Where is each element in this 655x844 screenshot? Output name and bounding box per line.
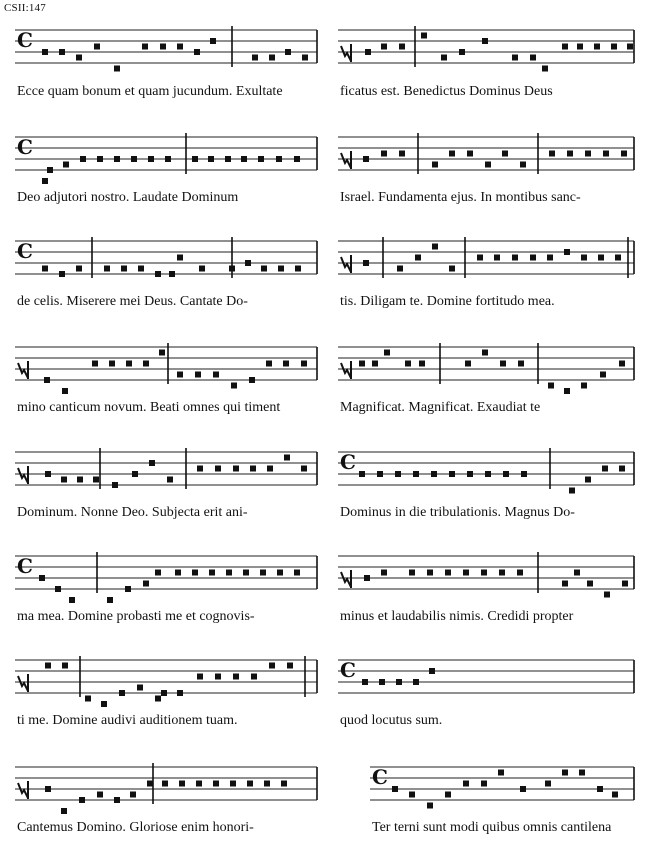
neume-note	[365, 49, 371, 55]
neume-note	[149, 460, 155, 466]
neume-note	[162, 781, 168, 787]
neume-note	[459, 49, 465, 55]
neume-note	[294, 156, 300, 162]
left-lyric-line-7: ti me. Domine audivi auditionem tuam.	[17, 713, 238, 728]
neume-note	[243, 570, 249, 576]
neume-note	[503, 471, 509, 477]
neume-note	[42, 266, 48, 272]
right-lyric-line-8: Ter terni sunt modi quibus omnis cantilena	[372, 820, 612, 835]
neume-note	[138, 266, 144, 272]
neume-note	[363, 260, 369, 266]
neume-note	[209, 570, 215, 576]
neume-note	[47, 167, 53, 173]
neume-note	[562, 44, 568, 50]
neume-note	[594, 44, 600, 50]
neume-note	[94, 44, 100, 50]
left-lyric-line-3: de celis. Miserere mei Deus. Cantate Do-	[17, 294, 248, 309]
neume-note	[249, 377, 255, 383]
neume-note	[61, 808, 67, 814]
neume-note	[611, 44, 617, 50]
neume-note	[278, 266, 284, 272]
neume-note	[481, 570, 487, 576]
neume-note	[598, 255, 604, 261]
neume-note	[59, 49, 65, 55]
neume-note	[518, 361, 524, 367]
neume-note	[93, 477, 99, 483]
f-clef-icon	[18, 466, 28, 484]
neume-note	[283, 361, 289, 367]
neume-note	[481, 781, 487, 787]
neume-note	[463, 781, 469, 787]
page-label: CSII:147	[4, 2, 46, 14]
neume-note	[577, 44, 583, 50]
right-lyric-line-7: quod locutus sum.	[340, 713, 443, 728]
neume-note	[612, 792, 618, 798]
neume-note	[231, 383, 237, 389]
f-clef-icon	[341, 151, 351, 169]
neume-note	[549, 151, 555, 157]
neume-note	[119, 690, 125, 696]
neume-note	[530, 255, 536, 261]
neume-note	[109, 361, 115, 367]
neume-note	[564, 249, 570, 255]
neume-note	[499, 570, 505, 576]
neume-note	[148, 156, 154, 162]
neume-note	[245, 260, 251, 266]
neume-note	[45, 663, 51, 669]
neume-note	[562, 770, 568, 776]
neume-note	[587, 581, 593, 587]
neume-note	[44, 377, 50, 383]
neume-note	[197, 466, 203, 472]
neume-note	[431, 471, 437, 477]
left-lyric-line-2: Deo adjutori nostro. Laudate Dominum	[17, 190, 239, 205]
neume-note	[114, 797, 120, 803]
right-lyric-line-5: Dominus in die tribulationis. Magnus Do-	[340, 505, 575, 520]
neume-note	[61, 477, 67, 483]
neume-note	[517, 570, 523, 576]
neume-note	[137, 685, 143, 691]
neume-note	[567, 151, 573, 157]
neume-note	[359, 471, 365, 477]
neume-note	[502, 151, 508, 157]
neume-note	[581, 255, 587, 261]
neume-note	[359, 361, 365, 367]
neume-note	[225, 156, 231, 162]
right-lyric-line-1: ficatus est. Benedictus Dominus Deus	[340, 84, 553, 99]
neume-note	[585, 151, 591, 157]
neume-note	[121, 266, 127, 272]
neume-note	[45, 471, 51, 477]
neume-note	[177, 44, 183, 50]
neume-note	[39, 575, 45, 581]
neume-note	[500, 361, 506, 367]
neume-note	[261, 266, 267, 272]
neume-note	[621, 151, 627, 157]
neume-note	[92, 361, 98, 367]
neume-note	[564, 388, 570, 394]
neume-note	[197, 674, 203, 680]
neume-note	[85, 696, 91, 702]
neume-note	[147, 781, 153, 787]
neume-note	[548, 383, 554, 389]
right-lyric-line-6: minus et laudabilis nimis. Credidi propter	[340, 609, 574, 624]
neume-note	[42, 49, 48, 55]
f-clef-icon	[341, 570, 351, 588]
neume-note	[277, 570, 283, 576]
neume-note	[413, 679, 419, 685]
neume-note	[445, 570, 451, 576]
neume-note	[287, 663, 293, 669]
neume-note	[177, 372, 183, 378]
neume-note	[233, 674, 239, 680]
neume-note	[399, 151, 405, 157]
neume-note	[294, 570, 300, 576]
neume-note	[101, 701, 107, 707]
neume-note	[285, 49, 291, 55]
neume-note	[465, 361, 471, 367]
neume-note	[62, 388, 68, 394]
f-clef-icon	[18, 674, 28, 692]
neume-note	[498, 770, 504, 776]
neume-note	[597, 786, 603, 792]
neume-note	[252, 55, 258, 61]
c-clef-icon: C	[17, 239, 33, 263]
neume-note	[80, 156, 86, 162]
neume-note	[281, 781, 287, 787]
neume-note	[432, 162, 438, 168]
neume-note	[377, 471, 383, 477]
neume-note	[63, 162, 69, 168]
neume-note	[177, 255, 183, 261]
neume-note	[97, 792, 103, 798]
neume-note	[199, 266, 205, 272]
neume-note	[112, 482, 118, 488]
f-clef-icon	[341, 255, 351, 273]
neume-note	[494, 255, 500, 261]
neume-note	[215, 674, 221, 680]
neume-note	[521, 471, 527, 477]
neume-note	[79, 797, 85, 803]
neume-note	[45, 786, 51, 792]
neume-note	[167, 477, 173, 483]
neume-note	[619, 466, 625, 472]
neume-note	[165, 156, 171, 162]
neume-note	[379, 679, 385, 685]
neume-note	[192, 570, 198, 576]
neume-note	[241, 156, 247, 162]
neume-note	[250, 466, 256, 472]
neume-note	[427, 803, 433, 809]
neume-note	[372, 361, 378, 367]
neume-note	[574, 570, 580, 576]
neume-note	[603, 151, 609, 157]
neume-note	[77, 477, 83, 483]
neume-note	[213, 372, 219, 378]
right-lyric-line-4: Magnificat. Magnificat. Exaudiat te	[340, 400, 541, 415]
neume-note	[619, 361, 625, 367]
neume-note	[581, 383, 587, 389]
neume-note	[160, 44, 166, 50]
neume-note	[530, 55, 536, 61]
neume-note	[545, 781, 551, 787]
neume-note	[107, 597, 113, 603]
neume-note	[126, 361, 132, 367]
neume-note	[399, 44, 405, 50]
neume-note	[251, 674, 257, 680]
neume-note	[432, 244, 438, 250]
c-clef-icon: C	[372, 765, 388, 789]
neume-note	[363, 156, 369, 162]
f-clef-icon	[341, 361, 351, 379]
neume-note	[130, 792, 136, 798]
neume-note	[485, 162, 491, 168]
neume-note	[445, 792, 451, 798]
neume-note	[562, 581, 568, 587]
neume-note	[233, 466, 239, 472]
neume-note	[229, 266, 235, 272]
neume-note	[615, 255, 621, 261]
neume-note	[131, 156, 137, 162]
neume-note	[155, 570, 161, 576]
neume-note	[409, 570, 415, 576]
c-clef-icon: C	[340, 450, 356, 474]
neume-note	[397, 266, 403, 272]
neume-note	[512, 55, 518, 61]
neume-note	[155, 271, 161, 277]
neume-note	[284, 455, 290, 461]
neume-note	[175, 570, 181, 576]
neume-note	[301, 361, 307, 367]
neume-note	[627, 44, 633, 50]
neume-note	[482, 350, 488, 356]
right-lyric-line-3: tis. Diligam te. Domine fortitudo mea.	[340, 294, 555, 309]
neume-note	[405, 361, 411, 367]
neume-note	[463, 570, 469, 576]
neume-note	[381, 44, 387, 50]
neume-note	[384, 350, 390, 356]
neume-note	[362, 679, 368, 685]
neume-note	[59, 271, 65, 277]
neume-note	[520, 786, 526, 792]
neume-note	[69, 597, 75, 603]
neume-note	[266, 361, 272, 367]
neume-note	[177, 690, 183, 696]
left-lyric-line-8: Cantemus Domino. Gloriose enim honori-	[17, 820, 254, 835]
c-clef-icon: C	[17, 28, 33, 52]
left-lyric-line-5: Dominum. Nonne Deo. Subjecta erit ani-	[17, 505, 248, 520]
neume-note	[208, 156, 214, 162]
neume-note	[125, 586, 131, 592]
neume-note	[482, 38, 488, 44]
neume-note	[395, 471, 401, 477]
neume-note	[381, 151, 387, 157]
neume-note	[569, 488, 575, 494]
neume-note	[409, 792, 415, 798]
neume-note	[449, 151, 455, 157]
neume-note	[114, 66, 120, 72]
neume-note	[230, 781, 236, 787]
f-clef-icon	[18, 361, 28, 379]
neume-note	[429, 668, 435, 674]
neume-note	[143, 581, 149, 587]
neume-note	[62, 663, 68, 669]
neume-note	[542, 66, 548, 72]
f-clef-icon	[18, 781, 28, 799]
neume-note	[413, 471, 419, 477]
neume-note	[295, 266, 301, 272]
neume-note	[210, 38, 216, 44]
neume-note	[132, 471, 138, 477]
neume-note	[215, 466, 221, 472]
c-clef-icon: C	[340, 658, 356, 682]
neume-note	[269, 55, 275, 61]
neume-note	[260, 570, 266, 576]
neume-note	[485, 471, 491, 477]
neume-note	[42, 178, 48, 184]
neume-note	[213, 781, 219, 787]
neume-note	[419, 361, 425, 367]
neume-note	[301, 466, 307, 472]
neume-note	[196, 781, 202, 787]
neume-note	[381, 570, 387, 576]
neume-note	[364, 575, 370, 581]
neume-note	[169, 271, 175, 277]
neume-note	[467, 471, 473, 477]
left-lyric-line-4: mino canticum novum. Beati omnes qui timent	[17, 400, 281, 415]
neume-note	[302, 55, 308, 61]
left-lyric-line-6: ma mea. Domine probasti me et cognovis-	[17, 609, 255, 624]
neume-note	[192, 156, 198, 162]
c-clef-icon: C	[17, 554, 33, 578]
neume-note	[421, 33, 427, 39]
f-clef-icon	[341, 44, 351, 62]
left-lyric-line-1: Ecce quam bonum et quam jucundum. Exultate	[17, 84, 283, 99]
neume-note	[392, 786, 398, 792]
neume-note	[427, 570, 433, 576]
neume-note	[520, 162, 526, 168]
neume-note	[258, 156, 264, 162]
neume-note	[449, 266, 455, 272]
neume-note	[155, 696, 161, 702]
neume-note	[602, 466, 608, 472]
neume-note	[76, 55, 82, 61]
neume-note	[441, 55, 447, 61]
neume-note	[269, 663, 275, 669]
neume-note	[547, 255, 553, 261]
neume-note	[600, 372, 606, 378]
neume-note	[512, 255, 518, 261]
neume-note	[415, 255, 421, 261]
neume-note	[264, 781, 270, 787]
neume-note	[159, 350, 165, 356]
neume-note	[585, 477, 591, 483]
neume-note	[477, 255, 483, 261]
neume-note	[114, 156, 120, 162]
neume-note	[104, 266, 110, 272]
neume-note	[226, 570, 232, 576]
neume-note	[449, 471, 455, 477]
neume-note	[142, 44, 148, 50]
c-clef-icon: C	[17, 135, 33, 159]
neume-note	[194, 49, 200, 55]
neume-note	[467, 151, 473, 157]
neume-note	[579, 770, 585, 776]
neume-note	[622, 581, 628, 587]
neume-note	[143, 361, 149, 367]
neume-note	[97, 156, 103, 162]
neume-note	[604, 592, 610, 598]
neume-note	[396, 679, 402, 685]
neume-note	[276, 156, 282, 162]
neume-note	[55, 586, 61, 592]
neume-note	[179, 781, 185, 787]
neume-note	[195, 372, 201, 378]
neume-note	[76, 266, 82, 272]
neume-note	[161, 690, 167, 696]
right-lyric-line-2: Israel. Fundamenta ejus. In montibus sanc-	[340, 190, 581, 205]
neume-note	[247, 781, 253, 787]
neume-note	[267, 466, 273, 472]
